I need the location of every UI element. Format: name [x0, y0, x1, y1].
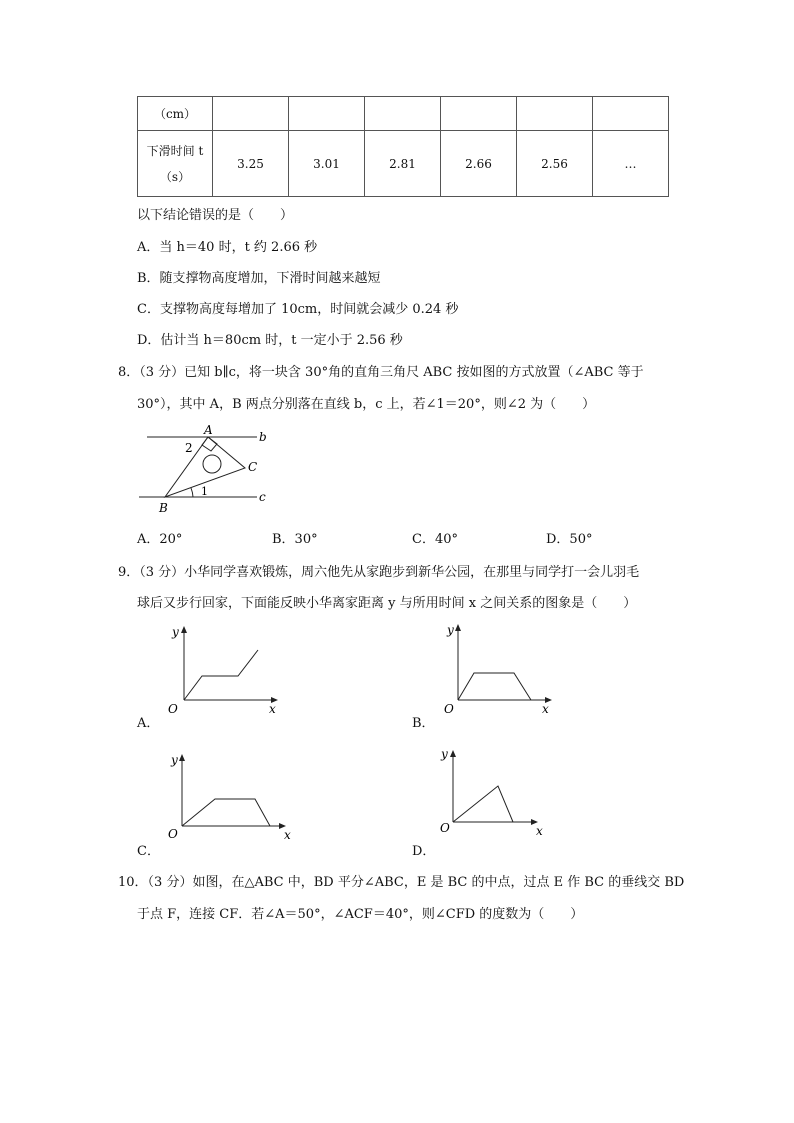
svg-text:O: O [440, 821, 450, 835]
row-label-time: 下滑时间 t （s） [138, 131, 213, 197]
table-cell: 2.56 [517, 131, 593, 197]
graph-b [436, 618, 561, 718]
table-cell: 2.81 [365, 131, 441, 197]
q9-line1: 9．（3 分）小华同学喜欢锻炼，周六他先从家跑步到新华公园，在那里与同学打一会儿羽毛 [118, 565, 640, 580]
q9-option-c: C． [137, 844, 160, 859]
data-table [137, 96, 669, 197]
q8-option-a: A．20° [137, 532, 183, 547]
q7-option-a: A．当 h＝40 时，t 约 2.66 秒 [137, 240, 318, 255]
table-cell: … [593, 131, 669, 197]
row-label-unit: （cm） [138, 97, 213, 131]
q9-line2: 球后又步行回家，下面能反映小华离家距离 y 与所用时间 x 之间关系的图象是（ ） [137, 596, 637, 611]
q7-option-b: B．随支撑物高度增加，下滑时间越来越短 [137, 271, 381, 286]
graph-a [160, 618, 285, 718]
table-cell: 2.66 [441, 131, 517, 197]
table-row [138, 131, 669, 197]
q8-option-b: B．30° [272, 532, 318, 547]
table-row [138, 97, 669, 131]
q8-line1: 8．（3 分）已知 b∥c，将一块含 30°角的直角三角尺 ABC 按如图的方式放置（∠ABC 等于 [118, 365, 644, 380]
graph-d [436, 744, 561, 844]
label-angle2: 2 [185, 441, 193, 455]
label-a: A [204, 423, 213, 437]
label-b: B [159, 501, 168, 515]
q9-option-a: A． [137, 716, 160, 731]
svg-text:O: O [444, 702, 454, 716]
graph-c [160, 748, 295, 848]
svg-text:y: y [441, 747, 448, 761]
triangle-figure [135, 420, 285, 515]
svg-text:O: O [168, 827, 178, 841]
label-c: C [248, 460, 258, 474]
q7-stem: 以下结论错误的是（ ） [137, 208, 294, 223]
q8-line2: 30°），其中 A，B 两点分别落在直线 b，c 上，若∠1＝20°，则∠2 为（ ） [137, 397, 596, 412]
q7-option-c: C．支撑物高度每增加了 10cm，时间就会减少 0.24 秒 [137, 302, 459, 317]
q10-line1: 10．（3 分）如图，在△ABC 中，BD 平分∠ABC，E 是 BC 的中点，过点 E 作 BC 的垂线交 BD [118, 875, 685, 890]
table-cell: 3.25 [213, 131, 289, 197]
svg-text:x: x [542, 702, 549, 716]
label-c-line: c [259, 490, 266, 504]
svg-text:y: y [171, 753, 178, 767]
q9-option-b: B． [412, 716, 435, 731]
svg-text:x: x [536, 824, 543, 838]
table-cell: 3.01 [289, 131, 365, 197]
q10-line2: 于点 F，连接 CF．若∠A＝50°，∠ACF＝40°，则∠CFD 的度数为（ ） [137, 907, 584, 922]
label-angle1: 1 [201, 485, 208, 498]
q8-option-c: C．40° [412, 532, 458, 547]
svg-text:x: x [269, 702, 276, 716]
q9-option-d: D． [412, 844, 436, 859]
q7-option-d: D．估计当 h＝80cm 时，t 一定小于 2.56 秒 [137, 333, 403, 348]
svg-text:x: x [284, 828, 291, 842]
svg-text:y: y [447, 623, 454, 637]
label-b-line: b [259, 430, 267, 444]
svg-text:O: O [168, 702, 178, 716]
q8-option-d: D．50° [546, 532, 593, 547]
svg-text:y: y [172, 625, 179, 639]
